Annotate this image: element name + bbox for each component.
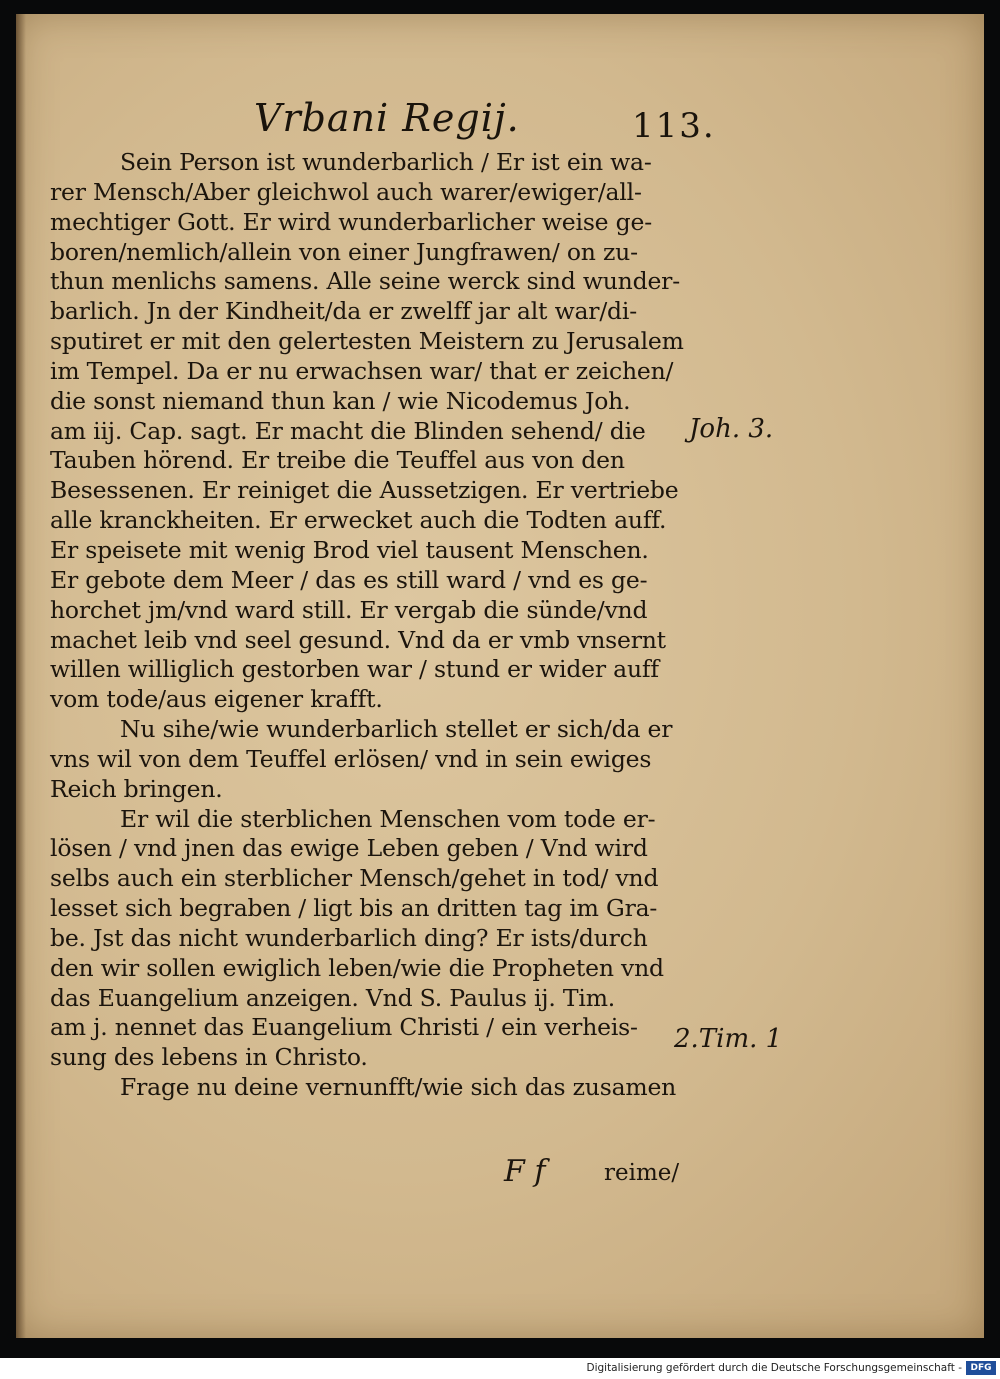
text-line: den wir sollen ewiglich leben/wie die Propheten vnd bbox=[50, 953, 664, 982]
text-line: lesset sich begraben / ligt bis an dritten tag im Gra- bbox=[50, 894, 658, 923]
dfg-logo: DFG bbox=[966, 1361, 996, 1375]
text-line: Tauben hörend. Er treibe die Teuffel aus von den bbox=[50, 446, 625, 475]
text-line: thun menlichs samens. Alle seine werck sind wunder- bbox=[50, 267, 680, 296]
text-line: Frage nu deine vernunfft/wie sich das zusamen bbox=[120, 1073, 677, 1102]
text-line: am iij. Cap. sagt. Er macht die Blinden sehend/ die bbox=[50, 416, 646, 445]
book-page bbox=[16, 14, 984, 1338]
margin-note-joh: Joh. 3. bbox=[689, 414, 774, 444]
text-line: vom tode/aus eigener krafft. bbox=[50, 685, 383, 714]
text-line: das Euangelium anzeigen. Vnd S. Paulus ij. Tim. bbox=[50, 983, 616, 1012]
signature-mark: F f bbox=[504, 1154, 546, 1189]
text-line: Sein Person ist wunderbarlich / Er ist ein wa- bbox=[120, 148, 652, 176]
margin-note-tim: 2.Tim. 1 bbox=[674, 1024, 783, 1054]
text-line: boren/nemlich/allein von einer Jungfrawen/ on zu- bbox=[50, 237, 638, 266]
text-line: alle kranckheiten. Er erwecket auch die Todten auff. bbox=[50, 506, 667, 535]
text-line: Reich bringen. bbox=[50, 774, 223, 803]
text-line: vns wil von dem Teuffel erlösen/ vnd in sein ewiges bbox=[50, 744, 652, 773]
text-line: lösen / vnd jnen das ewige Leben geben / Vnd wird bbox=[50, 834, 648, 863]
text-line: mechtiger Gott. Er wird wunderbarlicher weise ge- bbox=[50, 207, 652, 236]
text-line: be. Jst das nicht wunderbarlich ding? Er ists/durch bbox=[50, 923, 648, 952]
text-line: Er gebote dem Meer / das es still ward / vnd es ge- bbox=[50, 565, 648, 594]
text-line: im Tempel. Da er nu erwachsen war/ that er zeichen/ bbox=[50, 356, 674, 385]
text-block bbox=[50, 148, 690, 1103]
text-line: Besessenen. Er reiniget die Aussetzigen. Er vertriebe bbox=[50, 476, 679, 505]
text-line: Er speisete mit wenig Brod viel tausent Menschen. bbox=[50, 535, 649, 564]
funding-credit: Digitalisierung gefördert durch die Deutsche Forschungsgemeinschaft - bbox=[586, 1362, 962, 1374]
catchword: reime/ bbox=[604, 1160, 680, 1186]
text-line: horchet jm/vnd ward still. Er vergab die sünde/vnd bbox=[50, 595, 648, 624]
footer-bar bbox=[0, 1359, 1000, 1379]
text-line: sputiret er mit den gelertesten Meistern zu Jerusalem bbox=[50, 327, 684, 356]
text-line: barlich. Jn der Kindheit/da er zwelff jar alt war/di- bbox=[50, 297, 637, 326]
text-line: selbs auch ein sterblicher Mensch/gehet in tod/ vnd bbox=[50, 864, 659, 893]
text-line: sung des lebens in Christo. bbox=[50, 1043, 368, 1072]
text-line: machet leib vnd seel gesund. Vnd da er vmb vnsernt bbox=[50, 625, 666, 654]
page-number: 113. bbox=[632, 106, 716, 146]
text-line: rer Mensch/Aber gleichwol auch warer/ewiger/all- bbox=[50, 177, 642, 206]
text-line: die sonst niemand thun kan / wie Nicodemus Joh. bbox=[50, 386, 631, 415]
text-line: Er wil die sterblichen Menschen vom tode er- bbox=[120, 804, 656, 833]
running-head: Vrbani Regij. bbox=[254, 96, 520, 140]
page-gutter bbox=[16, 14, 26, 1338]
text-line: Nu sihe/wie wunderbarlich stellet er sich/da er bbox=[120, 715, 673, 744]
text-line: am j. nennet das Euangelium Christi / ein verheis- bbox=[50, 1013, 638, 1042]
text-line: willen williglich gestorben war / stund er wider auff bbox=[50, 655, 659, 684]
